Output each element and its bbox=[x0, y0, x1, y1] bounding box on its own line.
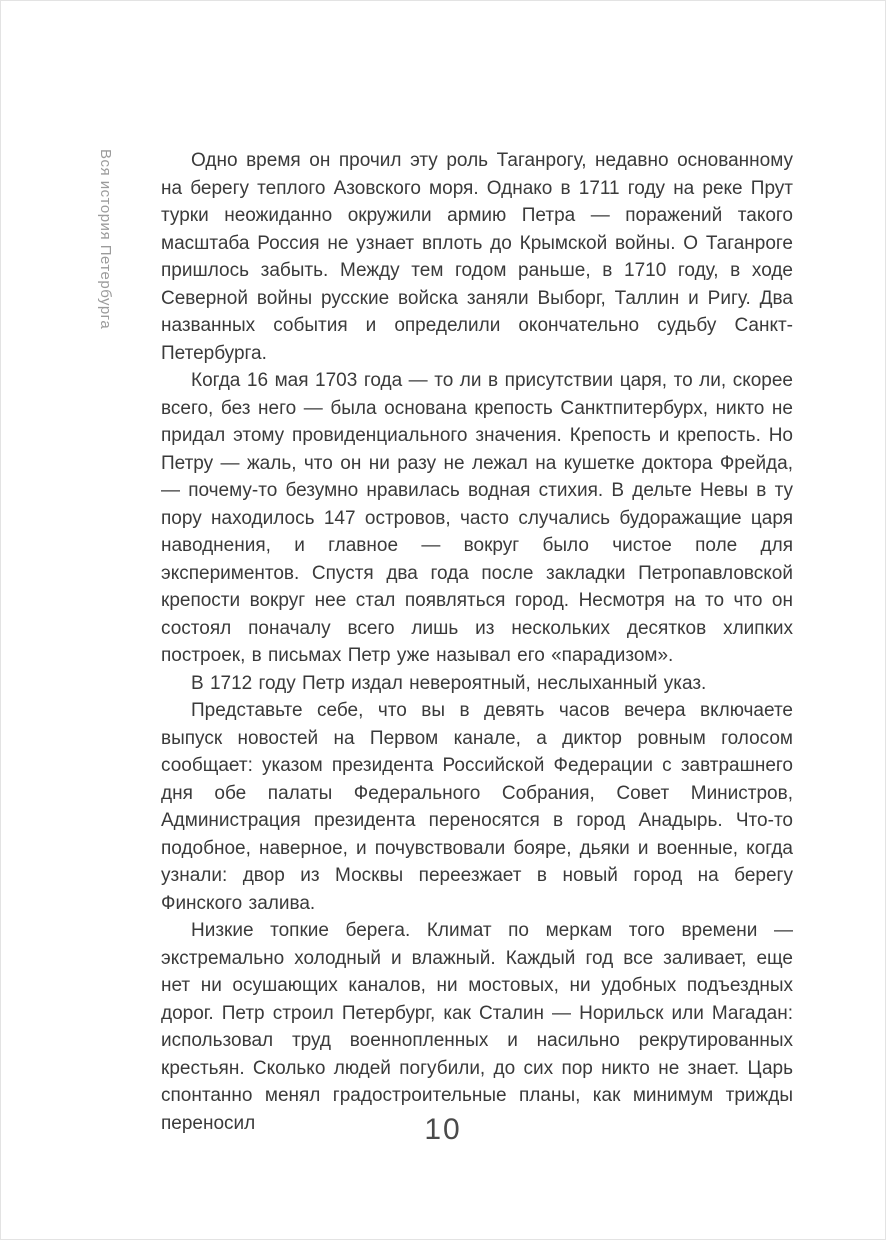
paragraph: Низкие топкие берега. Климат по меркам того времени — экстремально холодный и влажный. Каждый год все заливает, еще нет ни осушающих каналов, ни мостовых, ни удобных подъездных дорог. Петр строил Петербург, как Сталин — Норильск или Магадан: использовал труд военнопленных и насильно рекрутированных крестьян. Сколько людей погубили, до сих пор никто не знает. Царь спонтанно менял градостроительные планы, как минимум трижды переносил bbox=[161, 920, 793, 1134]
paragraph: Когда 16 мая 1703 года — то ли в присутствии царя, то ли, скорее всего, без него — была основана крепость Санктпитербурх, никто не придал этому провиденциального значения. Крепость и крепость. Но Петру — жаль, что он ни разу не лежал на кушетке доктора Фрейда,— почему-то безумно нравилась водная стихия. В дельте Невы в ту пору находилось 147 островов, часто случались будоражащие царя наводнения, и главное — вокруг было чистое поле для экспериментов. Спустя два года после закладки Петропавловской крепости вокруг нее стал появляться город. Несмотря на то что он состоял поначалу всего лишь из нескольких десятков хлипких построек, в письмах Петр уже называл его «парадизом». bbox=[161, 370, 793, 666]
paragraph: Представьте себе, что вы в девять часов вечера включаете выпуск новостей на Первом канале, а диктор ровным голосом сообщает: указом президента Российской Федерации с завтрашнего дня обе палаты Федерального Собрания, Совет Министров, Администрация президента переносятся в город Анадырь. Что-то подобное, наверное, и почувствовали бояре, дьяки и военные, когда узнали: двор из Москвы переезжает в новый город на берегу Финского залива. bbox=[161, 700, 793, 914]
paragraph: Одно время он прочил эту роль Таганрогу, недавно основанному на берегу теплого Азовского моря. Однако в 1711 году на реке Прут турки неожиданно окружили армию Петра — поражений такого масштаба Россия не узнает вплоть до Крымской войны. О Таганроге пришлось забыть. Между тем годом раньше, в 1710 году, в ходе Северной войны русские войска заняли Выборг, Таллин и Ригу. Два названных события и определили окончательно судьбу Санкт-Петербурга. bbox=[161, 150, 793, 364]
body-text bbox=[161, 147, 793, 1137]
page-number: 10 bbox=[424, 1113, 462, 1146]
paragraph: В 1712 году Петр издал невероятный, неслыханный указ. bbox=[191, 672, 707, 694]
running-head: Вся история Петербурга bbox=[97, 149, 114, 330]
